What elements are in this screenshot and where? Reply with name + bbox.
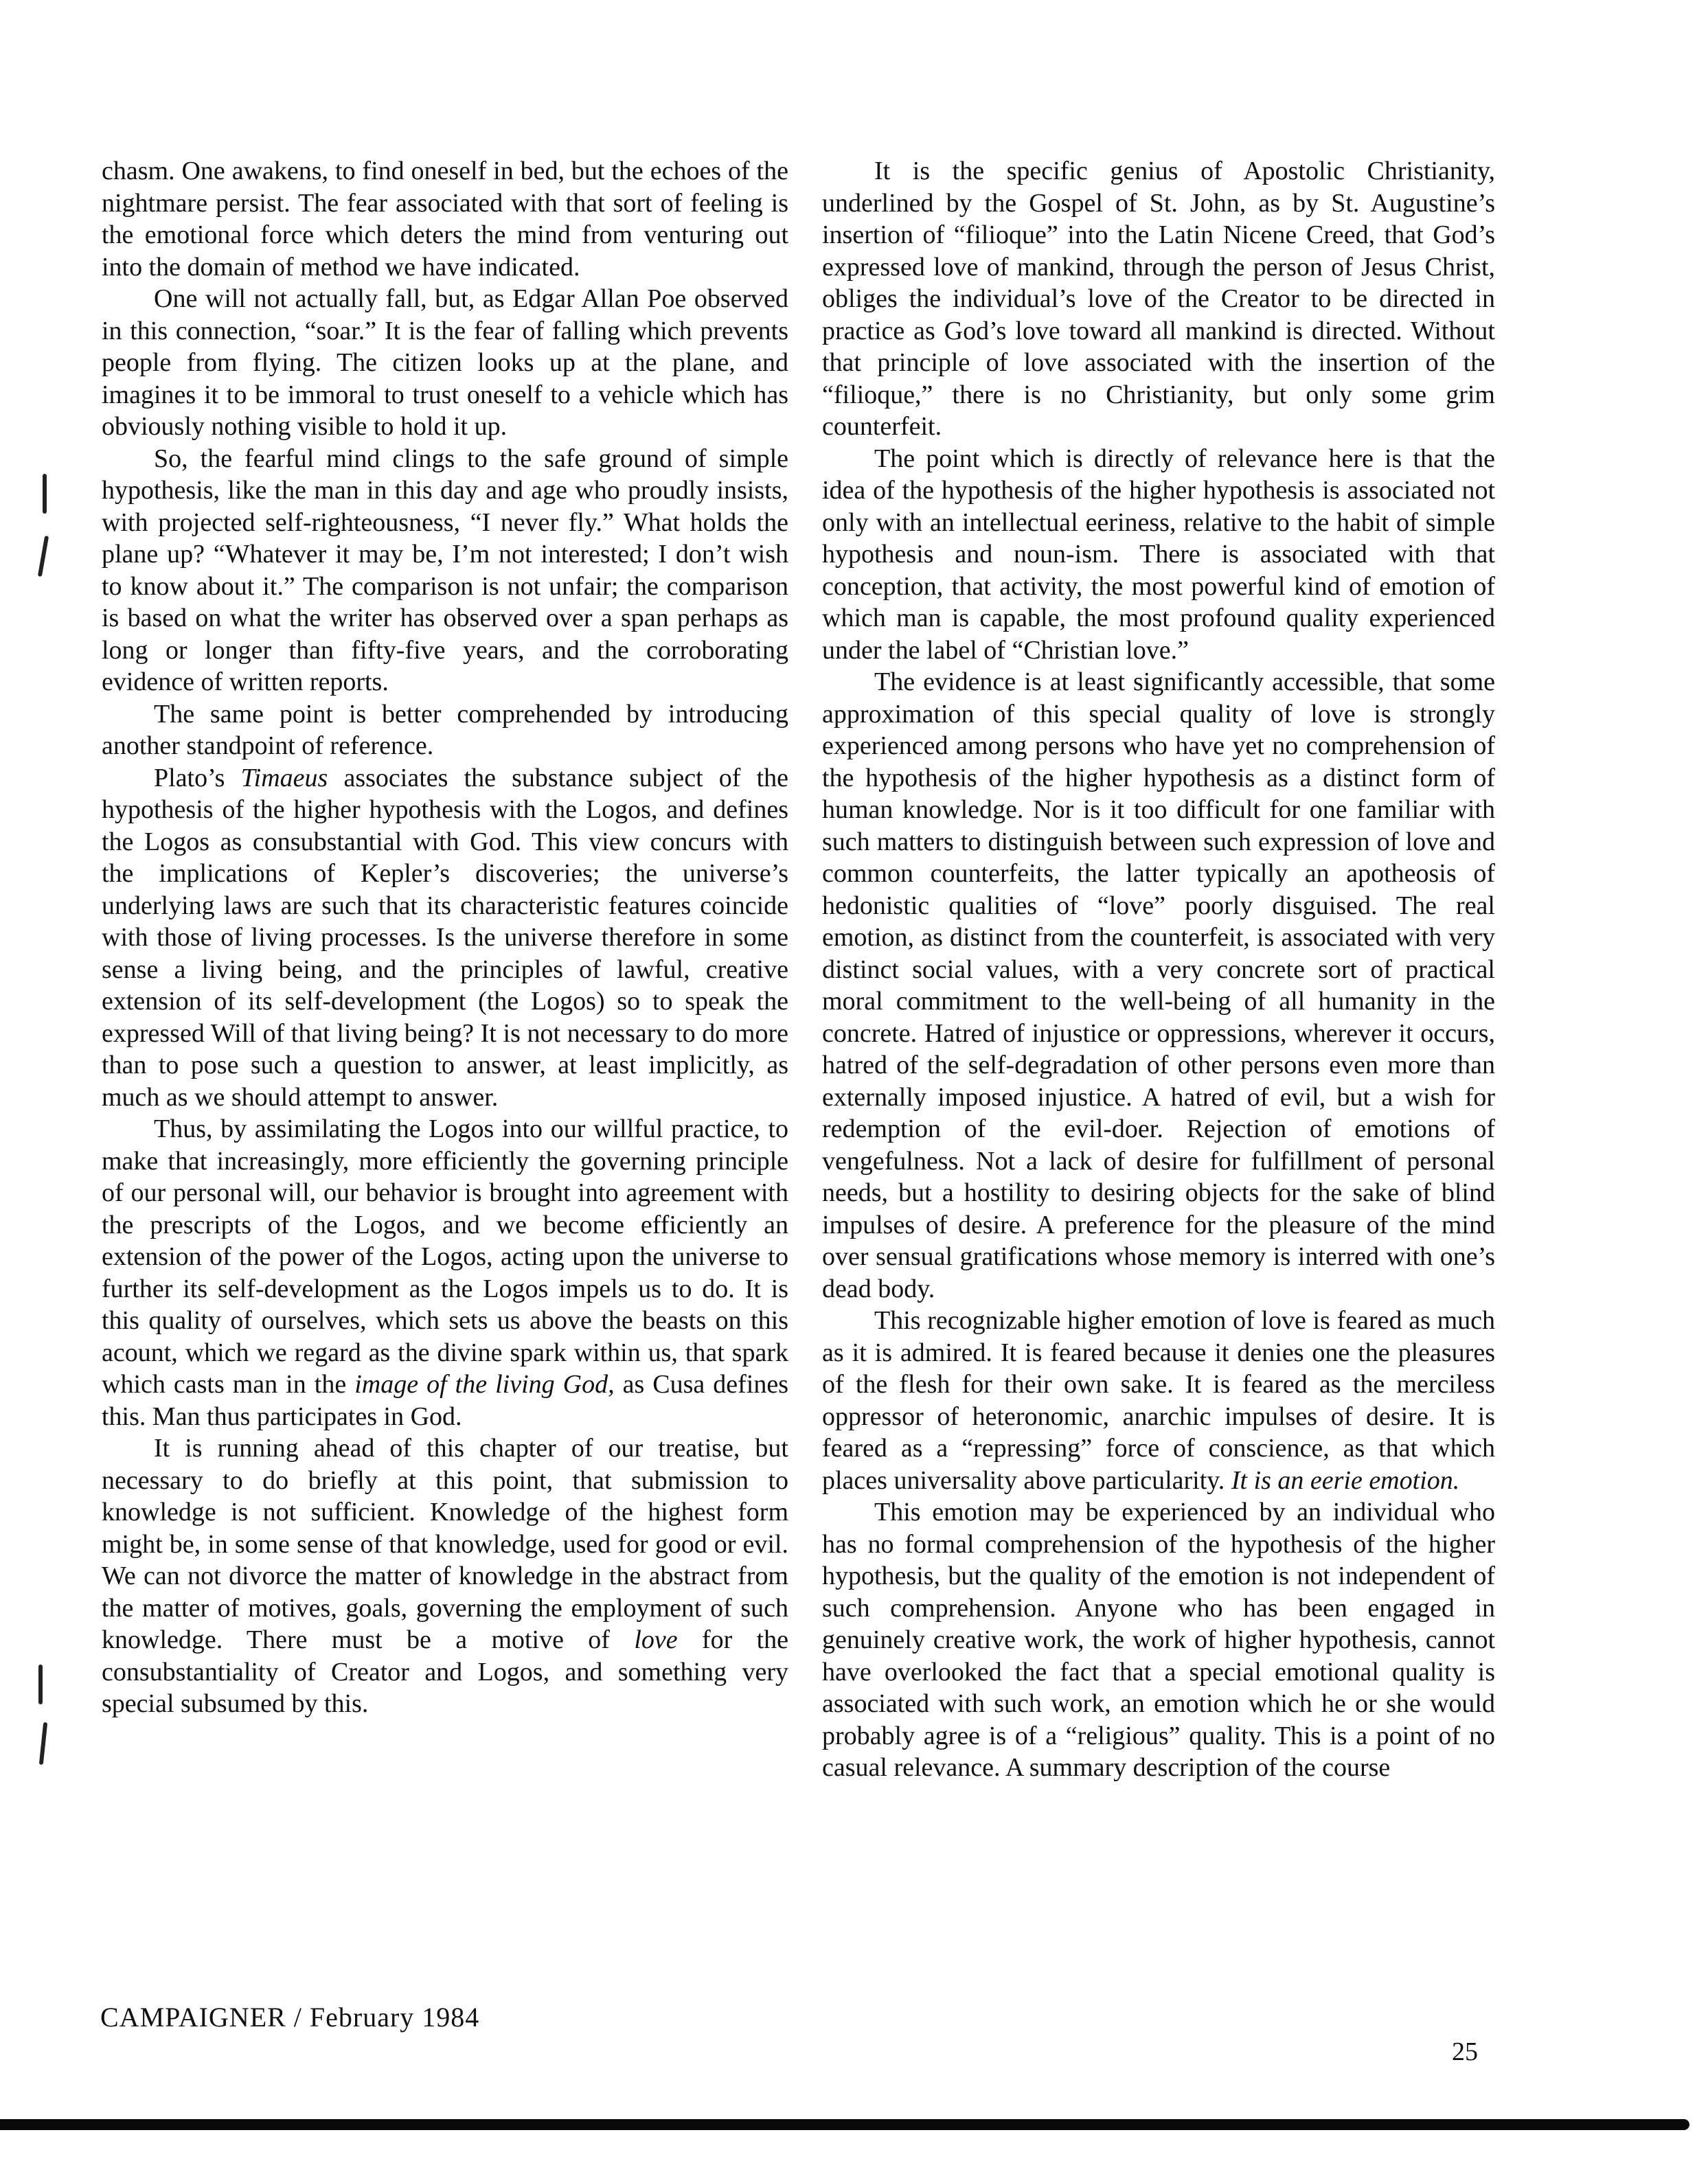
text-run: Plato’s xyxy=(154,763,225,792)
text-run: associates the substance subject of the hypothesis of the higher hypothesis with the Logos, and defines the Logos as consubstantial with God. This view concurs with the implications of Kepler’s discoveries; the universe’s underlying laws are such that its characteristic features coincide with those of living processes. Is the universe therefore in some sense a living being, and the principles of lawful, creative extension of its self-development (the Logos) so to speak the expressed Will of that living being? It is not necessary to do more than to pose such a question to answer, at least implicitly, as much as we should attempt to answer. xyxy=(102,763,789,1112)
paragraph xyxy=(102,1113,788,1432)
italic-text: love xyxy=(634,1625,678,1654)
paragraph: It is the specific genius of Apostolic Christianity, underlined by the Gospel of St. John, as by St. Augustine’s insertion of “filioque” into the Latin Nicene Creed, that God’s expressed love of mankind, through the person of Jesus Christ, obliges the individual’s love of the Creator to be directed in practice as God’s love toward all mankind is directed. Without that principle of love associated with the insertion of the “filioque,” there is no Christianity, but only some grim counterfeit. xyxy=(822,157,1495,441)
text-run: This recognizable higher emotion of love is feared as much as it is admired. It is feared because it denies one the pleasures of the flesh for their own sake. It is feared as the merciless oppressor of heteronomic, anarchic impulses of desire. It is feared as a “repressing” force of conscience, as that which places universality above particularity. xyxy=(822,1306,1495,1495)
paragraph: The point which is directly of relevance here is that the idea of the hypothesis of the higher hypothesis is associated not only with an intellectual eeriness, relative to the habit of simple hypothesis and noun-ism. There is associated with that conception, that activity, the most powerful kind of emotion of which man is capable, the most profound quality experienced under the label of “Christian love.” xyxy=(822,444,1495,665)
left-column xyxy=(102,155,788,1720)
page-number: 25 xyxy=(1452,2037,1478,2066)
paragraph: The evidence is at least significantly accessible, that some approximation of this special quality of love is strongly experienced among persons who have yet no comprehension of the hypothesis of the higher hypothesis as a distinct form of human knowledge. Nor is it too difficult for one familiar with such matters to distinguish between such expression of love and common counterfeits, the latter typically an apotheosis of hedonistic qualities of “love” poorly disguised. The real emotion, as distinct from the counterfeit, is associated with very distinct social values, with a very concrete sort of practical moral commitment to the well-being of all humanity in the concrete. Hatred of injustice or oppressions, wherever it occurs, hatred of the self-degradation of other persons even more than externally imposed injustice. A hatred of evil, but a wish for redemption of the evil-doer. Rejection of emotions of vengefulness. Not a lack of desire for fulfillment of personal needs, but a hostility to desiring objects for the sake of blind impulses of desire. A preference for the pleasure of the mind over sensual gratifications whose memory is interred with one’s dead body. xyxy=(822,667,1495,1303)
paragraph: The same point is better comprehended by introducing another standpoint of reference. xyxy=(102,699,788,760)
italic-text: It is an eerie emotion. xyxy=(1231,1465,1460,1495)
paragraph xyxy=(102,762,788,1114)
text-run: as Cusa defines this. Man thus participates in God. xyxy=(102,1370,789,1431)
paragraph xyxy=(822,1305,1495,1496)
margin-mark xyxy=(38,1665,43,1704)
paragraph: One will not actually fall, but, as Edgar Allan Poe observed in this connection, “soar.” It is the fear of falling which prevents people from flying. The citizen looks up at the plane, and imagines it to be immoral to trust oneself to a vehicle which has obviously nothing visible to hold it up. xyxy=(102,284,788,441)
margin-mark xyxy=(39,1722,47,1765)
paragraph: chasm. One awakens, to find oneself in bed, but the echoes of the nightmare persist. The fear associated with that sort of feeling is the emotional force which deters the mind from venturing out into the domain of method we have indicated. xyxy=(102,157,788,282)
paragraph: This emotion may be experienced by an individual who has no formal comprehension of the hypothesis of the higher hypothesis, but the quality of the emotion is not independent of such comprehension. Anyone who has been engaged in genuinely creative work, the work of higher hypothesis, cannot have overlooked the fact that a special emotional quality is associated with such work, an emotion which he or she would probably agree is of a “religious” quality. This is a point of no casual relevance. A summary description of the course xyxy=(822,1498,1495,1782)
bottom-rule xyxy=(0,2119,1689,2130)
publication-footer: CAMPAIGNER / February 1984 xyxy=(100,2002,480,2033)
margin-mark xyxy=(38,536,49,577)
paragraph xyxy=(102,1432,788,1720)
right-column xyxy=(822,155,1495,1784)
italic-text: image of the living God, xyxy=(354,1370,615,1399)
paragraph: So, the fearful mind clings to the safe ground of simple hypothesis, like the man in this day and age who proudly insists, with projected self-righteousness, “I never fly.” What holds the plane up? “Whatever it may be, I’m not interested; I don’t wish to know about it.” The comparison is not unfair; the comparison is based on what the writer has observed over a span perhaps as long or longer than fifty-five years, and the corroborating evidence of written reports. xyxy=(102,444,788,696)
text-run: It is running ahead of this chapter of our treatise, but necessary to do briefly at this point, that submission to knowledge is not sufficient. Knowledge of the highest form might be, in some sense of that knowledge, used for good or evil. We can not divorce the matter of knowledge in the abstract from the matter of motives, goals, governing the employment of such knowledge. There must be a motive of xyxy=(102,1434,788,1654)
italic-text: Timaeus xyxy=(240,763,328,792)
text-run: for the consubstantiality of Creator and Logos, and something very special subsumed by this. xyxy=(102,1625,789,1718)
text-run: Thus, by assimilating the Logos into our willful practice, to make that increasingly, more efficiently the governing principle of our personal will, our behavior is brought into agreement with the prescripts of the Logos, and we become efficiently an extension of the power of the Logos, acting upon the universe to further its self-development as the Logos impels us to do. It is this quality of ourselves, which sets us above the beasts on this acount, which we regard as the divine spark within us, that spark which casts man in the xyxy=(102,1114,788,1399)
margin-mark xyxy=(43,474,47,514)
